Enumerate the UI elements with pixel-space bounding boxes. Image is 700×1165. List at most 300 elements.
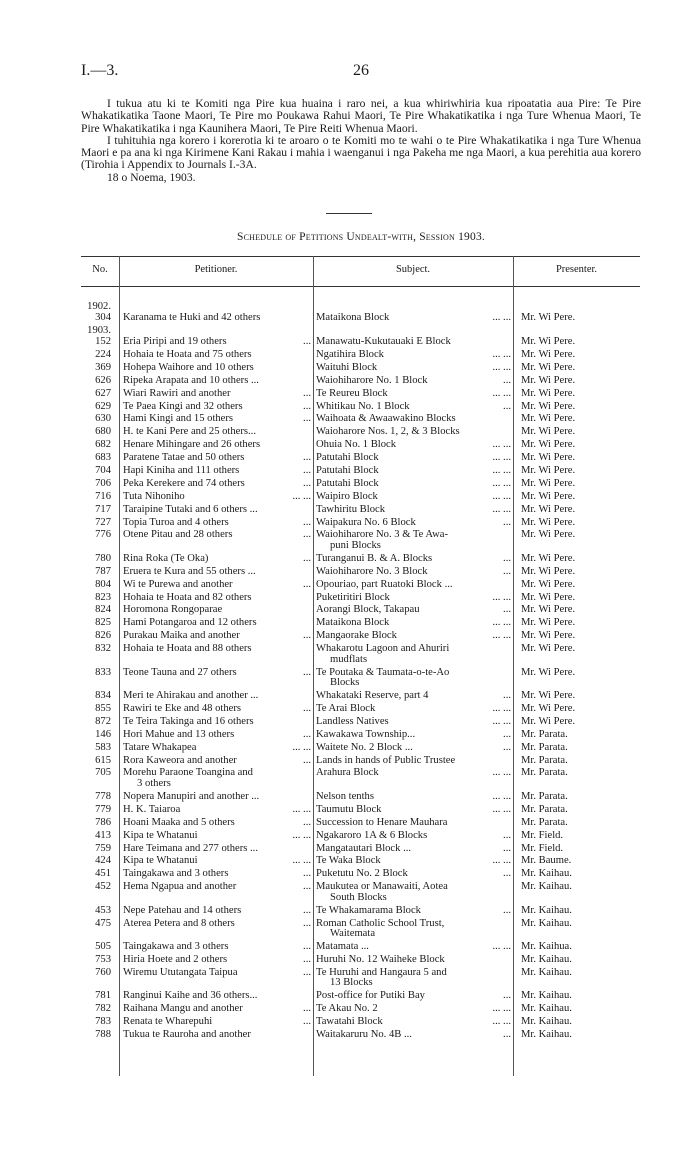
petition-number: 413 [95, 829, 111, 841]
petitioner-line [123, 756, 313, 767]
petitioner-cell [119, 704, 313, 715]
petitioner-cell [119, 743, 313, 754]
leader-dots: ... ... [492, 349, 511, 360]
table-row [81, 668, 640, 689]
table-row [81, 743, 640, 754]
petition-number: 855 [95, 703, 111, 715]
leader-dots: ... [303, 1004, 311, 1015]
column-header-subject: Subject. [395, 264, 431, 275]
subject-cell [313, 844, 513, 855]
petitioner-cell [119, 530, 313, 551]
petitioner-name: Topia Turoa and 4 others [123, 516, 229, 528]
petitioner-line [123, 605, 313, 616]
subject-text: Tawhiritu Block [316, 503, 385, 515]
leader-dots: ... [303, 517, 311, 528]
petitioner-line [123, 350, 313, 361]
petitioner-cell [119, 492, 313, 503]
leader-dots [254, 363, 313, 374]
petitioner-name: Teone Tauna and 27 others [123, 666, 237, 678]
petitioner-line [123, 668, 313, 679]
leader-dots: ... [303, 869, 311, 880]
presenter-cell: Mr. Kaihau. [521, 990, 572, 1002]
petitioner-line [123, 704, 313, 715]
leader-dots: ... [503, 566, 511, 577]
petitioner-cell [119, 389, 313, 400]
petitioner-line [123, 402, 313, 413]
subject-line [316, 717, 513, 728]
subject-text: Mangatautari Block ... [316, 842, 412, 854]
presenter-cell: Mr. Wi Pere. [521, 529, 576, 541]
subject-cell [313, 479, 513, 490]
table-row [81, 1004, 640, 1015]
subject-text: Huruhi No. 12 Waiheke Block [316, 953, 445, 965]
petitioner-cell [119, 631, 313, 642]
petitioner-line [123, 691, 313, 702]
leader-dots: ... [303, 755, 311, 766]
petitioner-line [123, 631, 313, 642]
leader-dots [256, 427, 313, 438]
petitioner-name: Hiria Hoete and 2 others [123, 953, 228, 965]
petitioner-name: Horomona Rongoparae [123, 604, 223, 616]
subject-line [316, 942, 513, 953]
petitioner-line [123, 1017, 313, 1028]
subject-text: Patutahi Block [316, 464, 379, 476]
subject-line [316, 479, 513, 490]
presenter-cell: Mr. Wi Pere. [521, 477, 576, 489]
petitioner-cell [119, 440, 313, 451]
table-row [81, 350, 640, 361]
leader-dots: ... [503, 991, 511, 1002]
petitioner-line [123, 593, 313, 604]
subject-line [316, 691, 513, 702]
petitioner-cell [119, 554, 313, 565]
petitioner-cell [119, 691, 313, 702]
subject-text: Patutahi Block [316, 452, 379, 464]
leader-dots: ... ... [292, 491, 311, 502]
leader-dots [449, 668, 513, 679]
leader-dots [258, 505, 313, 516]
subject-cell [313, 440, 513, 451]
presenter-cell: Mr. Kaihau. [521, 868, 572, 880]
subject-cell [313, 1004, 513, 1015]
petition-number: 615 [95, 754, 111, 766]
subject-text: Waihoata & Awaawakino Blocks [316, 413, 456, 425]
year-row [81, 302, 640, 313]
petitioner-name: Ripeka Arapata and 10 others ... [123, 374, 259, 386]
leader-dots [259, 376, 313, 387]
leader-dots: ... [303, 401, 311, 412]
petitioner-line [123, 530, 313, 541]
table-row [81, 554, 640, 565]
subject-text: Succession to Henare Mauhara [316, 816, 448, 828]
subject-text: Manawatu-Kukutauaki E Block [316, 336, 451, 348]
leader-dots: ... [503, 517, 511, 528]
leader-dots: ... [303, 882, 311, 893]
petitioner-cell [119, 593, 313, 604]
leader-dots: ... ... [492, 592, 511, 603]
leader-dots: ... ... [492, 440, 511, 451]
presenter-cell: Mr. Wi Pere. [521, 490, 576, 502]
petitioner-name: Henare Mihingare and 26 others [123, 439, 261, 451]
subject-text: Te Waka Block [316, 855, 381, 867]
table-row [81, 440, 640, 451]
petition-number: 683 [95, 452, 111, 464]
presenter-cell: Mr. Wi Pere. [521, 552, 576, 564]
subject-line [316, 869, 513, 880]
petitioner-cell [119, 668, 313, 689]
petition-number: 505 [95, 941, 111, 953]
subject-line [316, 856, 513, 867]
subject-cell [313, 968, 513, 989]
subject-line [316, 567, 513, 578]
leader-dots [258, 691, 313, 702]
petition-number: 146 [95, 728, 111, 740]
leader-dots: ... [303, 954, 311, 965]
table-row [81, 414, 640, 425]
presenter-cell: Mr. Kaihua. [521, 941, 572, 953]
petitioner-name: Hema Ngapua and another [123, 881, 237, 893]
leader-dots [252, 644, 313, 655]
petitioner-cell [119, 869, 313, 880]
presenter-cell: Mr. Kaihau. [521, 881, 572, 893]
petition-number: 453 [95, 904, 111, 916]
leader-dots: ... [303, 453, 311, 464]
presenter-cell: Mr. Wi Pere. [521, 643, 576, 655]
presenter-cell: Mr. Wi Pere. [521, 516, 576, 528]
subject-cell [313, 631, 513, 642]
subject-cell [313, 414, 513, 425]
subject-line [316, 768, 513, 779]
petitioner-name: Hohaia te Hoata and 88 others [123, 643, 252, 655]
petitioner-cell [119, 844, 313, 855]
table-row [81, 644, 640, 665]
petition-number: 704 [95, 464, 111, 476]
leader-dots: ... [503, 605, 511, 616]
subject-cell [313, 717, 513, 728]
leader-dots [253, 768, 313, 779]
petitioner-line [123, 567, 313, 578]
subject-line [316, 402, 513, 413]
leader-dots: ... ... [492, 704, 511, 715]
leader-dots: ... [303, 388, 311, 399]
presenter-cell: Mr. Kaihau. [521, 917, 572, 929]
subject-line [316, 350, 513, 361]
leader-dots: ... [303, 729, 311, 740]
subject-cell [313, 743, 513, 754]
petitioner-cell [119, 337, 313, 348]
table-header-rule [81, 286, 640, 287]
petitioner-line [123, 831, 313, 842]
subject-line [316, 1030, 513, 1041]
petitioner-cell [119, 567, 313, 578]
petitioner-line [123, 942, 313, 953]
leader-dots: ... ... [292, 742, 311, 753]
leader-dots: ... [503, 843, 511, 854]
petitioner-name: Hohepa Waihore and 10 others [123, 361, 254, 373]
leader-dots [257, 618, 313, 629]
presenter-cell: Mr. Wi Pere. [521, 426, 576, 438]
table-row [81, 792, 640, 803]
petitioner-name: Wi te Purewa and another [123, 578, 233, 590]
subject-cell [313, 350, 513, 361]
petitioner-line [123, 618, 313, 629]
presenter-cell: Mr. Baume. [521, 855, 572, 867]
subject-cell [313, 593, 513, 604]
subject-line [316, 376, 513, 387]
petitioner-name: Hori Mahue and 13 others [123, 728, 235, 740]
subject-cell [313, 691, 513, 702]
subject-cell [313, 792, 513, 803]
petitioner-line [123, 337, 313, 348]
subject-cell [313, 768, 513, 789]
leader-dots: ... [503, 742, 511, 753]
subject-text: Waitete No. 2 Block ... [316, 741, 413, 753]
petitioner-name: Eria Piripi and 19 others [123, 336, 227, 348]
table-row [81, 991, 640, 1002]
petition-number: 783 [95, 1016, 111, 1028]
table-row [81, 402, 640, 413]
year-row [81, 326, 640, 337]
presenter-cell: Mr. Wi Pere. [521, 604, 576, 616]
petitioner-cell [119, 580, 313, 591]
petitioner-line [123, 792, 313, 803]
presenter-cell: Mr. Wi Pere. [521, 348, 576, 360]
subject-line [316, 1017, 513, 1028]
petitioner-name: Kipa te Whatanui [123, 829, 198, 841]
leader-dots: ... ... [492, 768, 511, 779]
table-row [81, 479, 640, 490]
subject-text: Whitikau No. 1 Block [316, 400, 410, 412]
subject-line [316, 363, 513, 374]
petition-number: 826 [95, 630, 111, 642]
presenter-cell: Mr. Kaihau. [521, 966, 572, 978]
presenter-cell: Mr. Wi Pere. [521, 387, 576, 399]
subject-line [316, 631, 513, 642]
petitioner-cell [119, 363, 313, 374]
subject-cell [313, 376, 513, 387]
leader-dots [453, 580, 513, 591]
subject-text: Kawakawa Township... [316, 728, 416, 740]
subject-cell [313, 554, 513, 565]
petitioner-name: Hami Kingi and 15 others [123, 413, 234, 425]
subject-line [316, 593, 513, 604]
subject-text: Waiohiharore No. 3 Block [316, 565, 428, 577]
petition-number: 787 [95, 565, 111, 577]
leader-dots [445, 955, 513, 966]
petitioner-line [123, 805, 313, 816]
presenter-cell: Mr. Wi Pere. [521, 400, 576, 412]
petitioner-name: Taraipine Tutaki and 6 others ... [123, 503, 258, 515]
petitioner-cell [119, 768, 313, 789]
petition-number: 304 [95, 312, 111, 324]
petitioner-line [123, 376, 313, 387]
petition-number: 782 [95, 1003, 111, 1015]
subject-text: Te Akau No. 2 [316, 1003, 378, 1015]
presenter-cell: Mr. Wi Pere. [521, 591, 576, 603]
leader-dots: ... [303, 1017, 311, 1028]
page-number: 26 [353, 62, 369, 79]
petitioner-name: Rawiri te Eke and 48 others [123, 703, 241, 715]
subject-text: Whakataki Reserve, part 4 [316, 690, 429, 702]
subject-text: Landless Natives [316, 715, 389, 727]
presenter-cell: Mr. Parata. [521, 767, 568, 779]
subject-line [316, 618, 513, 629]
petitioner-cell [119, 991, 313, 1002]
petitioner-cell [119, 605, 313, 616]
table-row [81, 856, 640, 867]
subject-cell [313, 363, 513, 374]
subject-text: Waioharore Nos. 1, 2, & 3 Blocks [316, 426, 460, 438]
petition-number: 824 [95, 604, 111, 616]
petitioner-name: Hapi Kiniha and 111 others [123, 464, 240, 476]
leader-dots: ... ... [492, 504, 511, 515]
leader-dots: ... [303, 667, 311, 678]
petitioner-line [123, 427, 313, 438]
petition-number: 627 [95, 387, 111, 399]
table-row [81, 805, 640, 816]
table-row [81, 1017, 640, 1028]
leader-dots [449, 644, 513, 655]
petitioner-name: Purakau Maika and another [123, 630, 240, 642]
petition-number: 369 [95, 361, 111, 373]
petitioner-name: Hare Teimana and 277 others ... [123, 842, 258, 854]
subject-text: Post-office for Putiki Bay [316, 990, 425, 1002]
subject-text: Te Reureu Block [316, 387, 388, 399]
schedule-title: Schedule of Petitions Undealt-with, Session 1903. [237, 231, 485, 243]
petition-number: 833 [95, 666, 111, 678]
subject-text: Waitakaruru No. 4B ... [316, 1028, 412, 1040]
column-header-no: No. [92, 264, 108, 275]
subject-cell [313, 580, 513, 591]
leader-dots [447, 968, 513, 979]
subject-text: Waiohiharore No. 1 Block [316, 374, 428, 386]
subject-continuation: 13 Blocks [330, 977, 373, 989]
presenter-cell: Mr. Wi Pere. [521, 413, 576, 425]
presenter-cell: Mr. Wi Pere. [521, 690, 576, 702]
petitioner-cell [119, 618, 313, 629]
subject-line [316, 831, 513, 842]
petitioner-name: Ranginui Kaihe and 36 others... [123, 990, 258, 1002]
petitioner-name: Paratene Tatae and 50 others [123, 452, 245, 464]
leader-dots [251, 1030, 313, 1041]
table-row [81, 704, 640, 715]
subject-line [316, 414, 513, 425]
presenter-cell: Mr. Wi Pere. [521, 464, 576, 476]
petition-number: 823 [95, 591, 111, 603]
presenter-cell: Mr. Wi Pere. [521, 336, 576, 348]
presenter-cell: Mr. Kaihau. [521, 953, 572, 965]
presenter-cell: Mr. Wi Pere. [521, 452, 576, 464]
subject-line [316, 906, 513, 917]
petitioner-name: Peka Kerekere and 74 others [123, 477, 245, 489]
petitioner-cell [119, 856, 313, 867]
table-row [81, 968, 640, 989]
table-row [81, 337, 640, 348]
petitioner-line [123, 389, 313, 400]
presenter-cell: Mr. Wi Pere. [521, 578, 576, 590]
petition-number: 452 [95, 881, 111, 893]
petitioner-cell [119, 350, 313, 361]
petition-number: 781 [95, 990, 111, 1002]
presenter-cell: Mr. Wi Pere. [521, 361, 576, 373]
leader-dots: ... [503, 729, 511, 740]
subject-cell [313, 389, 513, 400]
presenter-cell: Mr. Wi Pere. [521, 666, 576, 678]
subject-line [316, 805, 513, 816]
subject-text: Mataikona Block [316, 312, 390, 324]
petition-number: 224 [95, 348, 111, 360]
subject-text: Roman Catholic School Trust, [316, 917, 445, 929]
table-row [81, 567, 640, 578]
subject-cell [313, 856, 513, 867]
petitioner-line [123, 580, 313, 591]
petitioner-line [123, 505, 313, 516]
petitioner-cell [119, 1004, 313, 1015]
subject-cell [313, 869, 513, 880]
leader-dots: ... ... [492, 465, 511, 476]
leader-dots [455, 756, 513, 767]
leader-dots: ... [303, 530, 311, 541]
petitioner-name: Otene Pitau and 28 others [123, 529, 233, 541]
table-row [81, 717, 640, 728]
presenter-cell: Mr. Wi Pere. [521, 630, 576, 642]
petitioner-name: Renata te Wharepuhi [123, 1016, 213, 1028]
leader-dots [258, 844, 313, 855]
subject-text: Patutahi Block [316, 477, 379, 489]
leader-dots: ... [503, 691, 511, 702]
petitioner-name: Morehu Paraone Toangina and [123, 767, 253, 779]
subject-cell [313, 492, 513, 503]
leader-dots: ... [303, 553, 311, 564]
subject-line [316, 505, 513, 516]
subject-cell [313, 1030, 513, 1041]
table-row [81, 869, 640, 880]
presenter-cell: Mr. Kaihau. [521, 1016, 572, 1028]
subject-line [316, 743, 513, 754]
petitioner-name: H. K. Taiaroa [123, 803, 181, 815]
petition-number: 475 [95, 917, 111, 929]
leader-dots: ... ... [492, 1004, 511, 1015]
table-row [81, 955, 640, 966]
petitioner-name: Hohaia te Hoata and 82 others [123, 591, 252, 603]
petitioner-name: Hami Potangaroa and 12 others [123, 617, 257, 629]
leader-dots: ... ... [492, 942, 511, 953]
petitioner-line [123, 968, 313, 979]
subject-line [316, 427, 513, 438]
subject-cell [313, 756, 513, 767]
subject-line [316, 337, 513, 348]
petition-number: 626 [95, 374, 111, 386]
leader-dots: ... [503, 401, 511, 412]
intro-date: 18 o Noema, 1903. [107, 170, 196, 184]
table-row [81, 530, 640, 551]
presenter-cell: Mr. Wi Pere. [521, 565, 576, 577]
subject-text: Taumutu Block [316, 803, 382, 815]
petitioner-name: Karanama te Huki and 42 others [123, 312, 261, 324]
petition-number: 779 [95, 803, 111, 815]
leader-dots: ... ... [492, 716, 511, 727]
leader-dots [260, 313, 313, 324]
table-row [81, 618, 640, 629]
table-row [81, 844, 640, 855]
leader-dots: ... ... [492, 362, 511, 373]
leader-dots: ... [303, 478, 311, 489]
petitioner-cell [119, 955, 313, 966]
petitioner-cell [119, 479, 313, 490]
table-row [81, 363, 640, 374]
presenter-cell: Mr. Wi Pere. [521, 617, 576, 629]
subject-cell [313, 942, 513, 953]
